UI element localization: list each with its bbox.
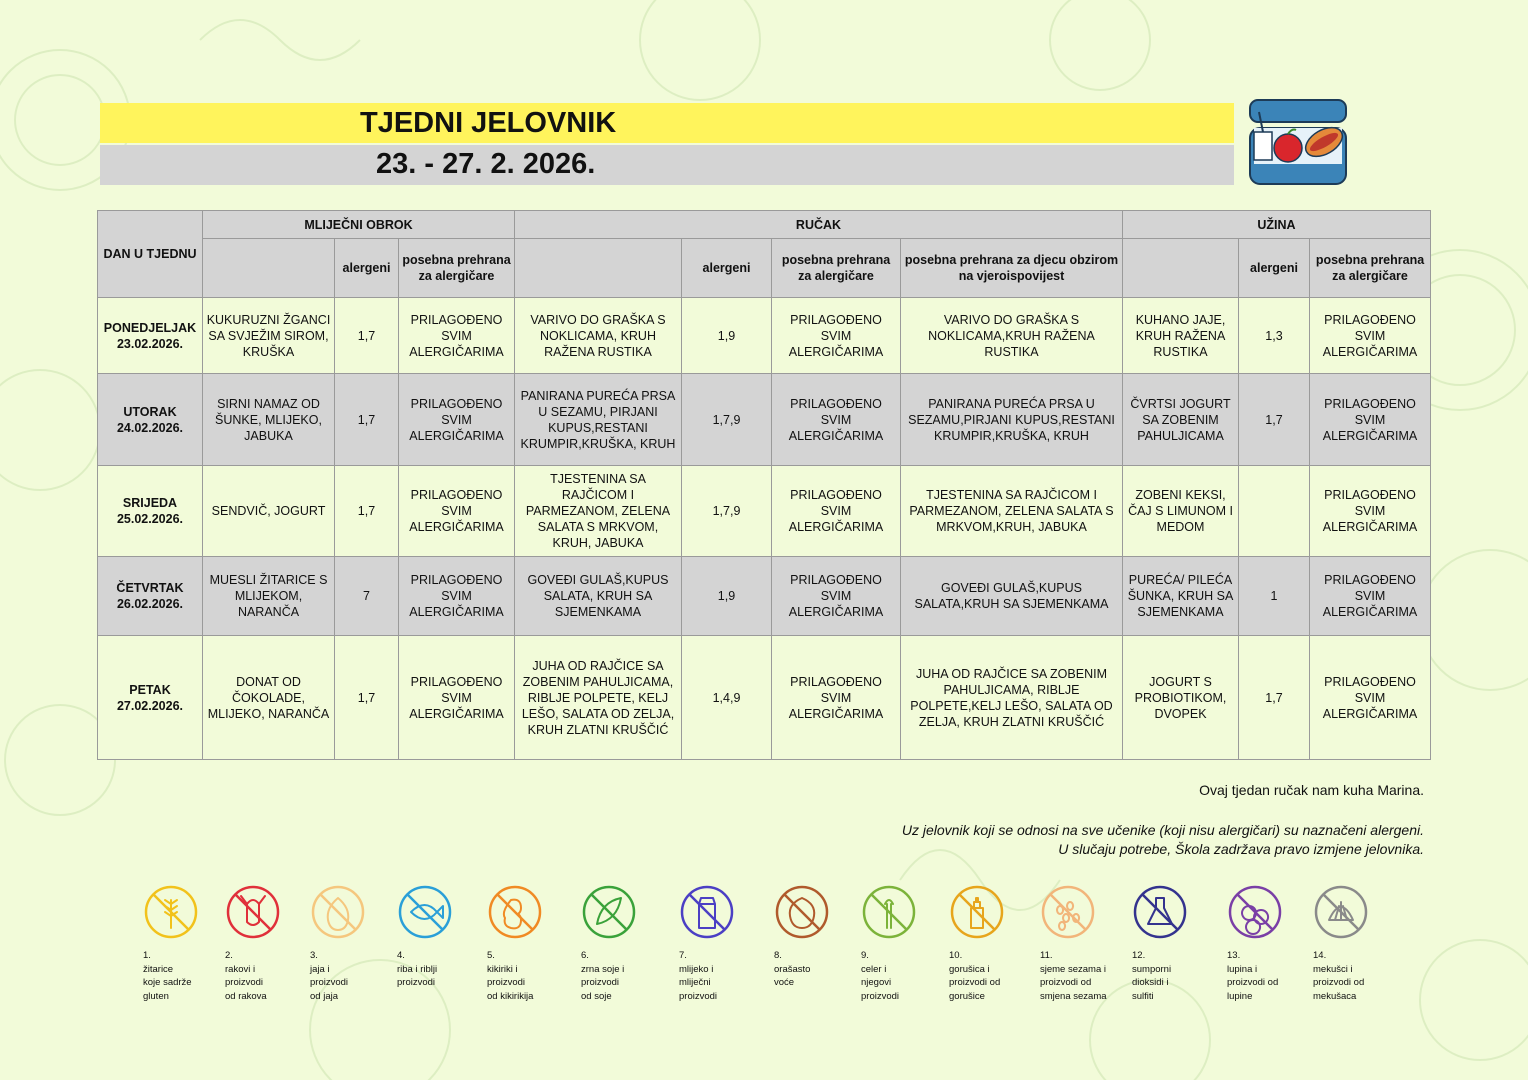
nut-icon xyxy=(774,884,830,940)
allergen-label: 12. sumporni dioksidi i sulfiti xyxy=(1132,950,1172,1002)
allergen-item xyxy=(225,884,305,1003)
header-uzina: UŽINA xyxy=(1123,211,1431,239)
date-bar xyxy=(100,145,1234,185)
allergen-item xyxy=(143,884,223,1003)
day-cell xyxy=(98,374,203,466)
week-dates: 23. - 27. 2. 2026. xyxy=(376,148,596,180)
allergen-label: 8. orašasto voće xyxy=(774,950,811,988)
rucak-special: PRILAGOĐENO SVIM ALERGIČARIMA xyxy=(772,298,901,374)
allergen-item xyxy=(397,884,477,990)
subheader-alergeni: alergeni xyxy=(1239,239,1310,298)
mlijecni-allergens: 1,7 xyxy=(335,298,399,374)
allergen-item xyxy=(949,884,1029,1003)
rucak-allergens: 1,9 xyxy=(682,557,772,636)
day-name: UTORAK xyxy=(123,404,177,419)
day-cell xyxy=(98,557,203,636)
rucak-allergens: 1,7,9 xyxy=(682,374,772,466)
rucak-allergens: 1,7,9 xyxy=(682,466,772,557)
mlijecni-meal: MUESLI ŽITARICE S MLIJEKOM, NARANČA xyxy=(203,557,335,636)
allergen-item xyxy=(487,884,567,1003)
allergen-item xyxy=(1040,884,1120,1003)
rucak-religion: PANIRANA PUREĆA PRSA U SEZAMU,PIRJANI KUPUS,RESTANI KRUMPIR,KRUŠKA, KRUH xyxy=(901,374,1123,466)
uzina-special: PRILAGOĐENO SVIM ALERGIČARIMA xyxy=(1310,557,1431,636)
day-name: ČETVRTAK xyxy=(116,581,184,595)
lunchbox-icon xyxy=(1244,98,1356,190)
rucak-religion: JUHA OD RAJČICE SA ZOBENIM PAHULJICAMA, RIBLJE POLPETE,KELJ LEŠO, SALATA OD ZELJA, KRUH ZLATNI KRUŠČIĆ xyxy=(901,636,1123,760)
rucak-religion: GOVEĐI GULAŠ,KUPUS SALATA,KRUH SA SJEMENKAMA xyxy=(901,557,1123,636)
header-mlijecni-obrok: MLIJEČNI OBROK xyxy=(203,211,515,239)
mlijecni-meal: KUKURUZNI ŽGANCI SA SVJEŽIM SIROM, KRUŠKA xyxy=(203,298,335,374)
soy-icon xyxy=(581,884,637,940)
allergen-label: 13. lupina i proizvodi od lupine xyxy=(1227,950,1279,1002)
day-cell xyxy=(98,636,203,760)
subheader-blank xyxy=(1123,239,1239,298)
mlijecni-allergens: 1,7 xyxy=(335,636,399,760)
fish-icon xyxy=(397,884,453,940)
rucak-allergens: 1,9 xyxy=(682,298,772,374)
allergen-label: 9. celer i njegovi proizvodi xyxy=(861,950,900,1002)
uzina-allergens: 1,3 xyxy=(1239,298,1310,374)
disclaimer-line-1: Uz jelovnik koji se odnosi na sve učenike (koji nisu alergičari) su naznačeni alergeni. xyxy=(901,822,1424,838)
day-date: 26.02.2026. xyxy=(116,597,184,611)
allergen-label: 6. zrna soje i proizvodi od soje xyxy=(581,950,625,1002)
lupin-icon xyxy=(1227,884,1283,940)
allergen-item xyxy=(774,884,854,990)
subheader-posebna: posebna prehrana za alergičare xyxy=(399,239,515,298)
milk-icon xyxy=(679,884,735,940)
day-cell xyxy=(98,466,203,557)
day-name: SRIJEDA xyxy=(122,496,178,510)
cook-note: Ovaj tjedan ručak nam kuha Marina. xyxy=(1199,782,1424,798)
rucak-special: PRILAGOĐENO SVIM ALERGIČARIMA xyxy=(772,466,901,557)
table-row xyxy=(98,466,1431,557)
mlijecni-special: PRILAGOĐENO SVIM ALERGIČARIMA xyxy=(399,557,515,636)
subheader-blank xyxy=(515,239,682,298)
rucak-allergens: 1,4,9 xyxy=(682,636,772,760)
shell-icon xyxy=(1313,884,1369,940)
mustard-icon xyxy=(949,884,1005,940)
rucak-religion: VARIVO DO GRAŠKA S NOKLICAMA,KRUH RAŽENA RUSTIKA xyxy=(901,298,1123,374)
uzina-special: PRILAGOĐENO SVIM ALERGIČARIMA xyxy=(1310,466,1431,557)
allergen-label: 3. jaja i proizvodi od jaja xyxy=(310,950,349,1002)
disclaimer-note xyxy=(902,821,1424,859)
table-row xyxy=(98,374,1431,466)
day-name: PETAK xyxy=(129,682,171,697)
day-date: 24.02.2026. xyxy=(116,420,184,435)
table-row xyxy=(98,298,1431,374)
rucak-special: PRILAGOĐENO SVIM ALERGIČARIMA xyxy=(772,557,901,636)
table-row xyxy=(98,636,1431,760)
allergen-item xyxy=(679,884,759,1003)
header-rucak: RUČAK xyxy=(515,211,1123,239)
rucak-special: PRILAGOĐENO SVIM ALERGIČARIMA xyxy=(772,374,901,466)
allergen-item xyxy=(861,884,941,1003)
table-row xyxy=(98,557,1431,636)
allergen-label: 5. kikiriki i proizvodi od kikirikija xyxy=(487,950,534,1002)
allergen-item xyxy=(310,884,390,1003)
allergen-label: 14. mekušci i proizvodi od mekušaca xyxy=(1313,950,1365,1002)
title-bar xyxy=(100,103,1234,143)
subheader-alergeni: alergeni xyxy=(682,239,772,298)
mlijecni-allergens: 1,7 xyxy=(335,466,399,557)
disclaimer-line-2: U slučaju potrebe, Škola zadržava pravo izmjene jelovnika. xyxy=(1058,841,1424,857)
allergen-item xyxy=(1132,884,1212,1003)
mlijecni-meal: SIRNI NAMAZ OD ŠUNKE, MLIJEKO, JABUKA xyxy=(203,374,335,466)
uzina-meal: ČVRTSI JOGURT SA ZOBENIM PAHULJICAMA xyxy=(1123,374,1239,466)
menu-table xyxy=(97,210,1431,760)
rucak-meal: GOVEĐI GULAŠ,KUPUS SALATA, KRUH SA SJEMENKAMA xyxy=(515,557,682,636)
rucak-meal: JUHA OD RAJČICE SA ZOBENIM PAHULJICAMA, RIBLJE POLPETE, KELJ LEŠO, SALATA OD ZELJA, KRUH ZLATNI KRUŠČIĆ xyxy=(515,636,682,760)
day-date: 25.02.2026. xyxy=(116,512,184,526)
celery-icon xyxy=(861,884,917,940)
subheader-alergeni: alergeni xyxy=(335,239,399,298)
day-date: 23.02.2026. xyxy=(116,336,184,351)
uzina-allergens: 1,7 xyxy=(1239,636,1310,760)
rucak-religion: TJESTENINA SA RAJČICOM I PARMEZANOM, ZELENA SALATA S MRKVOM,KRUH, JABUKA xyxy=(901,466,1123,557)
uzina-allergens: 1,7 xyxy=(1239,374,1310,466)
day-name: PONEDJELJAK xyxy=(103,320,197,335)
mlijecni-allergens: 7 xyxy=(335,557,399,636)
uzina-special: PRILAGOĐENO SVIM ALERGIČARIMA xyxy=(1310,636,1431,760)
lobster-icon xyxy=(225,884,281,940)
mlijecni-special: PRILAGOĐENO SVIM ALERGIČARIMA xyxy=(399,374,515,466)
subheader-blank xyxy=(203,239,335,298)
egg-icon xyxy=(310,884,366,940)
day-date: 27.02.2026. xyxy=(116,698,184,713)
subheader-vjeroispovijest: posebna prehrana za djecu obzirom na vjeroispovijest xyxy=(901,239,1123,298)
mlijecni-special: PRILAGOĐENO SVIM ALERGIČARIMA xyxy=(399,636,515,760)
allergen-label: 11. sjeme sezama i proizvodi od smjena sezama xyxy=(1040,950,1107,1002)
uzina-meal: JOGURT S PROBIOTIKOM, DVOPEK xyxy=(1123,636,1239,760)
header-day: DAN U TJEDNU xyxy=(98,211,203,298)
sulphite-icon xyxy=(1132,884,1188,940)
uzina-allergens: 1 xyxy=(1239,557,1310,636)
peanut-icon xyxy=(487,884,543,940)
rucak-meal: PANIRANA PUREĆA PRSA U SEZAMU, PIRJANI KUPUS,RESTANI KRUMPIR,KRUŠKA, KRUH xyxy=(515,374,682,466)
allergen-item xyxy=(1313,884,1393,1003)
uzina-meal: ZOBENI KEKSI, ČAJ S LIMUNOM I MEDOM xyxy=(1123,466,1239,557)
uzina-meal: PUREĆA/ PILEĆA ŠUNKA, KRUH SA SJEMENKAMA xyxy=(1123,557,1239,636)
allergen-item xyxy=(1227,884,1307,1003)
rucak-meal: VARIVO DO GRAŠKA S NOKLICAMA, KRUH RAŽENA RUSTIKA xyxy=(515,298,682,374)
rucak-special: PRILAGOĐENO SVIM ALERGIČARIMA xyxy=(772,636,901,760)
page-title: TJEDNI JELOVNIK xyxy=(360,107,617,139)
allergen-label: 2. rakovi i proizvodi od rakova xyxy=(225,950,267,1002)
wheat-icon xyxy=(143,884,199,940)
mlijecni-meal: DONAT OD ČOKOLADE, MLIJEKO, NARANČA xyxy=(203,636,335,760)
mlijecni-allergens: 1,7 xyxy=(335,374,399,466)
subheader-posebna: posebna prehrana za alergičare xyxy=(772,239,901,298)
allergen-item xyxy=(581,884,661,1003)
rucak-meal: TJESTENINA SA RAJČICOM I PARMEZANOM, ZELENA SALATA S MRKVOM, KRUH, JABUKA xyxy=(515,466,682,557)
mlijecni-special: PRILAGOĐENO SVIM ALERGIČARIMA xyxy=(399,298,515,374)
allergen-label: 1. žitarice koje sadrže gluten xyxy=(143,950,192,1002)
subheader-posebna: posebna prehrana za alergičare xyxy=(1310,239,1431,298)
uzina-special: PRILAGOĐENO SVIM ALERGIČARIMA xyxy=(1310,298,1431,374)
uzina-meal: KUHANO JAJE, KRUH RAŽENA RUSTIKA xyxy=(1123,298,1239,374)
allergen-label: 7. mlijeko i mliječni proizvodi xyxy=(679,950,718,1002)
uzina-allergens xyxy=(1239,466,1310,557)
allergen-label: 4. riba i riblji proizvodi xyxy=(397,950,438,988)
sesame-icon xyxy=(1040,884,1096,940)
allergen-label: 10. gorušica i proizvodi od gorušice xyxy=(949,950,1001,1002)
mlijecni-meal: SENDVIČ, JOGURT xyxy=(203,466,335,557)
mlijecni-special: PRILAGOĐENO SVIM ALERGIČARIMA xyxy=(399,466,515,557)
uzina-special: PRILAGOĐENO SVIM ALERGIČARIMA xyxy=(1310,374,1431,466)
day-cell xyxy=(98,298,203,374)
